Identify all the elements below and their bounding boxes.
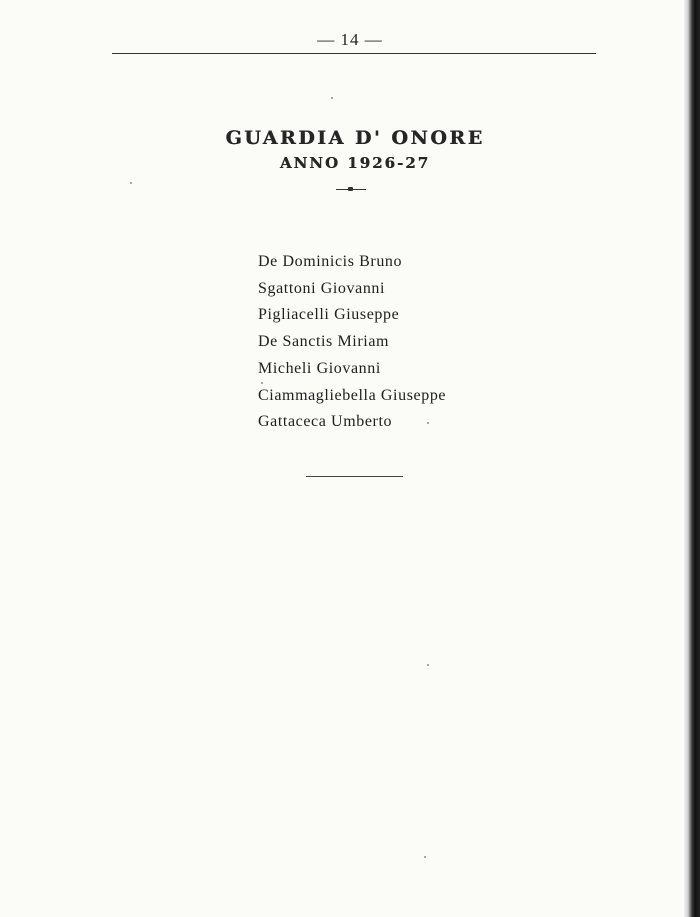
end-rule (306, 476, 403, 477)
paper-speck (427, 422, 429, 424)
name-list (258, 249, 446, 436)
paper-speck (331, 97, 333, 99)
page-number: — 14 — (317, 30, 383, 49)
paper-speck (261, 382, 263, 384)
page-subtitle: ANNO 1926-27 (279, 154, 431, 172)
list-item: De Sanctis Miriam (258, 333, 390, 351)
paper-speck (130, 182, 132, 184)
list-item: De Dominicis Bruno (258, 253, 403, 270)
list-item: Micheli Giovanni (258, 359, 381, 377)
title-ornament (336, 188, 366, 191)
binding-edge-shadow (684, 0, 700, 917)
list-item: Sgattoni Giovanni (258, 279, 386, 297)
header-rule (112, 53, 596, 54)
list-item: Gattaceca Umberto (258, 413, 393, 431)
paper-speck (424, 856, 426, 858)
title-block (200, 127, 510, 172)
list-item: Pigliacelli Giuseppe (258, 306, 400, 324)
paper-speck (427, 664, 429, 666)
list-item: Ciammagliebella Giuseppe (258, 386, 447, 404)
page-title: GUARDIA D' ONORE (225, 127, 485, 149)
ornament-dot (348, 187, 353, 191)
